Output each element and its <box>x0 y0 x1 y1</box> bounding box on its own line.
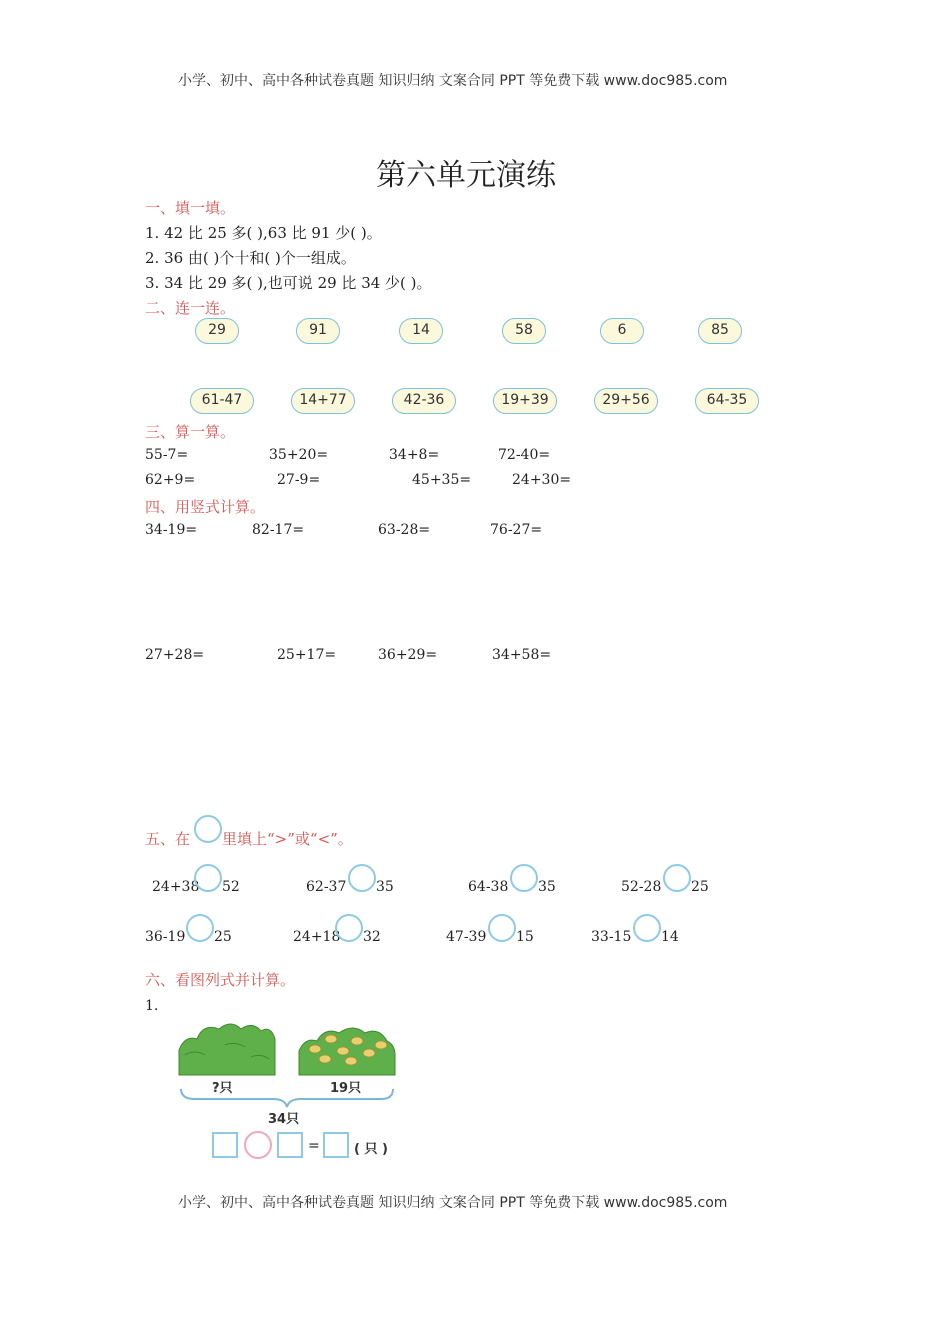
match-number-91[interactable]: 91 <box>296 318 340 344</box>
match-expr-42-36[interactable]: 42-36 <box>392 388 456 414</box>
compare-circle[interactable] <box>663 864 691 892</box>
compare-right: 25 <box>214 929 232 945</box>
fill-question-1: 1. 42 比 25 多( ),63 比 91 少( )。 <box>145 224 382 242</box>
equals-sign: = <box>308 1138 320 1154</box>
calc-item: 24+30= <box>512 472 572 488</box>
unit-label: ( 只 ) <box>354 1142 388 1157</box>
answer-box-2[interactable] <box>277 1132 303 1158</box>
match-number-29[interactable]: 29 <box>195 318 239 344</box>
compare-right: 15 <box>516 929 534 945</box>
vertical-calc-item: 27+28= <box>145 647 205 663</box>
problem-number: 1. <box>145 998 159 1014</box>
answer-box-result[interactable] <box>323 1132 349 1158</box>
compare-left: 47-39 <box>446 929 487 945</box>
operator-circle[interactable] <box>244 1131 272 1159</box>
compare-right: 52 <box>222 879 240 895</box>
fill-question-3: 3. 34 比 29 多( ),也可说 29 比 34 少( )。 <box>145 274 432 292</box>
vertical-calc-item: 82-17= <box>252 522 305 538</box>
calc-item: 45+35= <box>412 472 472 488</box>
section-5-heading-start: 五、在 <box>145 830 191 848</box>
section-1-heading: 一、填一填。 <box>145 199 236 217</box>
footer-banner: 小学、初中、高中各种试卷真题 知识归纳 文案合同 PPT 等免费下载 www.doc985.com <box>178 1195 728 1211</box>
compare-right: 35 <box>376 879 394 895</box>
compare-circle[interactable] <box>488 914 516 942</box>
vertical-calc-item: 76-27= <box>490 522 543 538</box>
compare-left: 33-15 <box>591 929 632 945</box>
vertical-calc-item: 63-28= <box>378 522 431 538</box>
compare-circle-example <box>194 815 222 843</box>
label-total: 34只 <box>268 1112 300 1127</box>
compare-right: 14 <box>661 929 679 945</box>
calc-item: 35+20= <box>269 447 329 463</box>
compare-circle[interactable] <box>348 864 376 892</box>
calc-item: 34+8= <box>389 447 440 463</box>
compare-right: 35 <box>538 879 556 895</box>
match-number-6[interactable]: 6 <box>600 318 644 344</box>
fill-question-2: 2. 36 由( )个十和( )个一组成。 <box>145 249 356 267</box>
section-4-heading: 四、用竖式计算。 <box>145 498 266 516</box>
section-3-heading: 三、算一算。 <box>145 423 236 441</box>
section-2-heading: 二、连一连。 <box>145 299 236 317</box>
compare-circle[interactable] <box>633 914 661 942</box>
label-unknown: ?只 <box>212 1081 233 1096</box>
compare-left: 64-38 <box>468 879 509 895</box>
section-5-heading-end: 里填上“>”或“<”。 <box>222 830 353 848</box>
match-expr-19+39[interactable]: 19+39 <box>493 388 557 414</box>
compare-circle[interactable] <box>510 864 538 892</box>
header-banner: 小学、初中、高中各种试卷真题 知识归纳 文案合同 PPT 等免费下载 www.doc985.com <box>178 73 728 89</box>
label-19: 19只 <box>330 1081 362 1096</box>
calc-item: 72-40= <box>498 447 551 463</box>
compare-left: 24+38 <box>152 879 200 895</box>
compare-right: 32 <box>363 929 381 945</box>
match-expr-61-47[interactable]: 61-47 <box>190 388 254 414</box>
match-expr-64-35[interactable]: 64-35 <box>695 388 759 414</box>
compare-left: 24+18 <box>293 929 341 945</box>
compare-circle[interactable] <box>186 914 214 942</box>
compare-left: 52-28 <box>621 879 662 895</box>
section-6-heading: 六、看图列式并计算。 <box>145 971 296 989</box>
match-number-58[interactable]: 58 <box>502 318 546 344</box>
compare-circle[interactable] <box>194 864 222 892</box>
match-number-85[interactable]: 85 <box>698 318 742 344</box>
page-title: 第六单元演练 <box>376 158 556 193</box>
match-number-14[interactable]: 14 <box>399 318 443 344</box>
vertical-calc-item: 25+17= <box>277 647 337 663</box>
compare-left: 36-19 <box>145 929 186 945</box>
left-bush <box>179 1024 275 1075</box>
answer-box-1[interactable] <box>212 1132 238 1158</box>
compare-left: 62-37 <box>306 879 347 895</box>
calc-item: 55-7= <box>145 447 189 463</box>
compare-right: 25 <box>691 879 709 895</box>
match-expr-29+56[interactable]: 29+56 <box>594 388 658 414</box>
vertical-calc-item: 36+29= <box>378 647 438 663</box>
calc-item: 62+9= <box>145 472 196 488</box>
vertical-calc-item: 34+58= <box>492 647 552 663</box>
match-expr-14+77[interactable]: 14+77 <box>291 388 355 414</box>
compare-circle[interactable] <box>335 914 363 942</box>
calc-item: 27-9= <box>277 472 321 488</box>
vertical-calc-item: 34-19= <box>145 522 198 538</box>
